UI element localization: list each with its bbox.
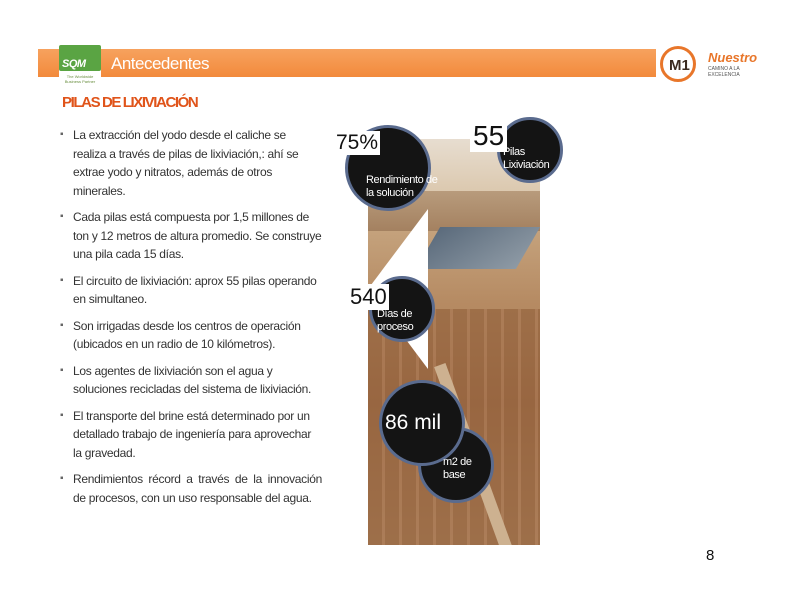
- sqm-logo-tagline: The Worldwide Business Partner: [64, 74, 96, 84]
- sqm-logo-text: SQM: [62, 58, 86, 70]
- bullet-item: ▪ Cada pilas está compuesta por 1,5 millones de ton y 12 metros de altura promedio. Se construye una pila cada 15 días.: [60, 208, 322, 264]
- m1-logo-brand: Nuestro: [708, 50, 758, 65]
- section-title: PILAS DE LIXIVIACIÓN: [62, 94, 198, 111]
- bullet-list: [60, 126, 322, 515]
- stat-label: m2 de base: [443, 456, 472, 481]
- bullet-item: ▪ Son irrigadas desde los centros de operación (ubicados en un radio de 10 kilómetros).: [60, 317, 322, 354]
- stat-label: Pilas Lixiviación: [503, 146, 550, 171]
- stat-value: 540: [350, 284, 387, 309]
- bullet-item: ▪ La extracción del yodo desde el caliche se realiza a través de pilas de lixiviación,: ahí se extrae yodo y nitratos, además de otros minerales.: [60, 126, 322, 200]
- bullet-item: ▪ Los agentes de lixiviación son el agua y soluciones recicladas del sistema de lixiviación.: [60, 362, 322, 399]
- stat-value: 55: [470, 120, 507, 152]
- m1-logo-circle: [660, 46, 696, 82]
- bullet-item: ▪ El circuito de lixiviación: aprox 55 pilas operando en simultaneo.: [60, 272, 322, 309]
- bullet-item: ▪ El transporte del brine está determinado por un detallado trabajo de ingeniería para aprovechar la gravedad.: [60, 407, 322, 463]
- sqm-logo-mark: [59, 45, 101, 71]
- sqm-logo-icon: [59, 45, 101, 89]
- stat-label: Días de proceso: [377, 308, 414, 333]
- stat-value: 75%: [336, 131, 379, 154]
- header-title: Antecedentes: [111, 54, 209, 73]
- page-number: 8: [706, 547, 715, 564]
- m1-logo-subtitle: CAMINO A LA EXCELENCIA: [708, 66, 740, 78]
- stat-label: Rendimiento de la solución: [366, 174, 438, 199]
- m1-logo-mark: M1: [669, 57, 690, 74]
- stat-value: 86 mil: [385, 411, 442, 434]
- bullet-item: ▪ Rendimientos récord a través de la innovación de procesos, con un uso responsable del agua.: [60, 470, 322, 507]
- m1-logo-icon: [660, 46, 760, 84]
